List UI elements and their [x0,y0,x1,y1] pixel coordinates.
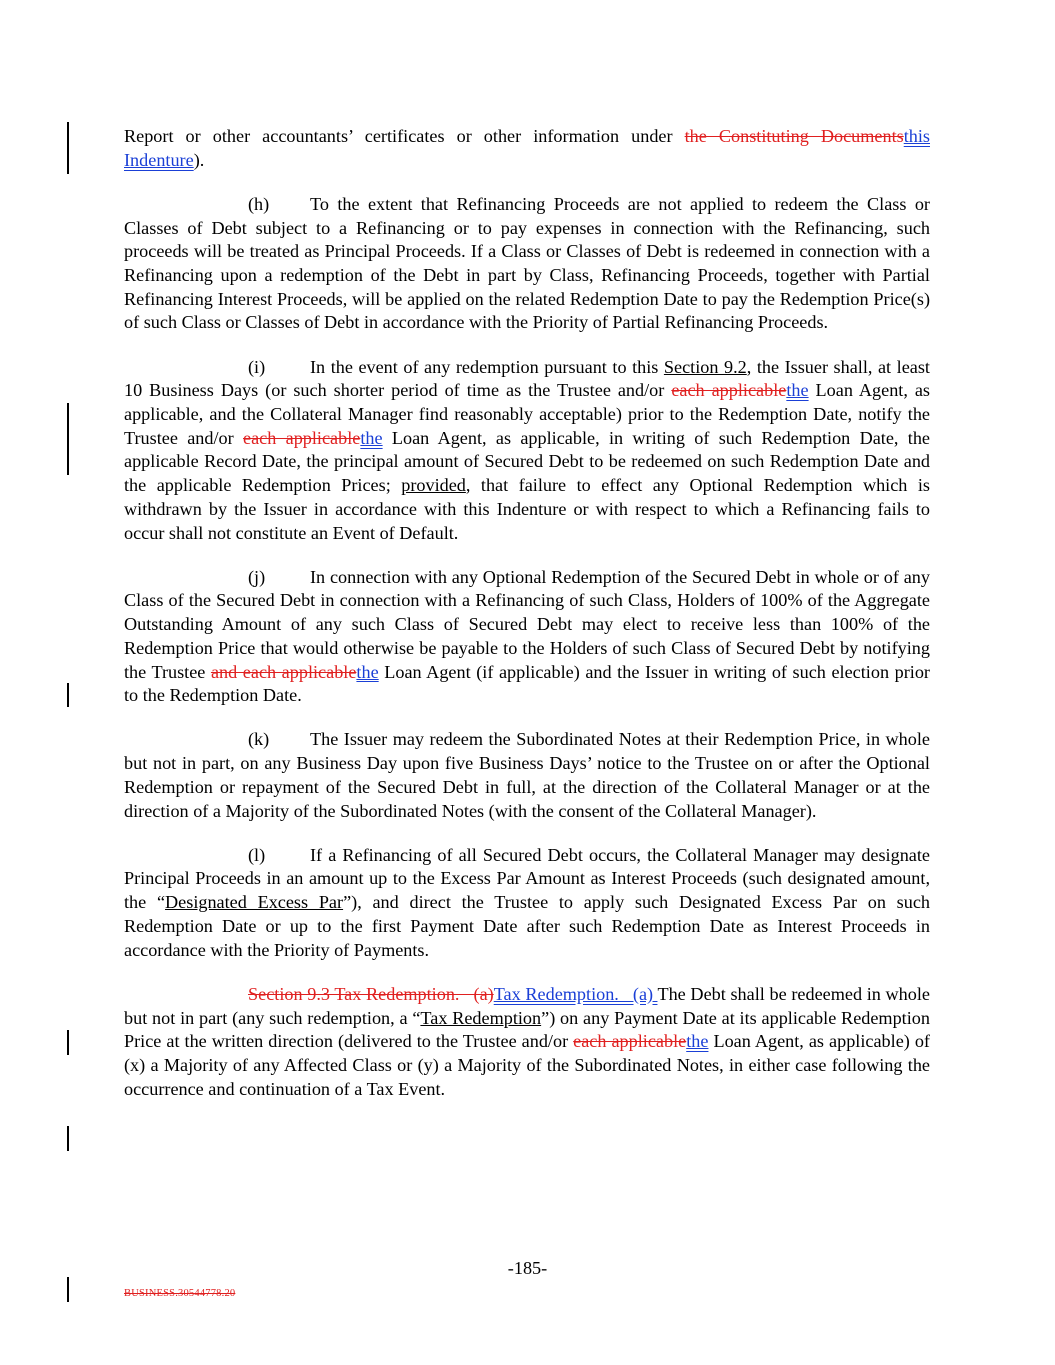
paragraph-k [124,728,930,823]
deleted-text: each applicable [573,1031,687,1052]
section-reference: Section 9.2 [663,356,747,377]
deleted-text: each applicable [671,380,787,401]
intro-text-end: ). [193,149,205,170]
deleted-text: and each applicable [210,661,357,682]
paragraph-text: Loan Agent, as applicable) of (x) a Majority of any Affected Class or (y) a Majority of the Subordinated Notes, in either case following the occurrence and continuation of a Tax Event. [124,1031,930,1099]
intro-paragraph [124,125,930,172]
change-bar [67,403,69,475]
defined-term: Designated Excess Par [165,892,344,913]
paragraph-text: ”) on any Payment Date at its applicable Redemption Price at the written direction (delivered to the Trustee and/or [124,1007,930,1052]
intro-text: Report or other accountants’ certificates or other information under [124,126,685,146]
paragraph-label: (h) [248,193,270,214]
paragraph-text: In connection with any Optional Redemption of the Secured Debt in whole or of any Class of the Secured Debt in connection with a Refinancing of such Class, Holders of 100% of the Aggregate Outstanding Amount of any such Class of Secured Debt may elect to receive less than 100% of the Redemption Price that would otherwise be payable to the Holders of such Class of Secured Debt by notifying the Trustee [124,566,930,682]
paragraph-text: To the extent that Refinancing Proceeds are not applied to redeem the Class or Classes of Debt subject to a Refinancing or to pay expenses in connection with the Refinancing, such proceeds will be treated as Principal Proceeds. If a Class or Classes of Debt is redeemed in connection with a Refinancing upon a redemption of the Debt in part by Class, Refinancing Proceeds, together with Partial Refinancing Interest Proceeds, will be applied on the related Redemption Date to pay the Redemption Price(s) of such Class or Classes of Debt in accordance with the Priority of Partial Refinancing Proceeds. [124,193,930,333]
paragraph-text: If a Refinancing of all Secured Debt occurs, the Collateral Manager may designate Principal Proceeds in an amount up to the Excess Par Amount as Interest Proceeds (such designated amount, the “ [124,844,930,913]
paragraph-text: , that failure to effect any Optional Redemption which is withdrawn by the Issuer in accordance with this Indenture or with respect to which a Refinancing fails to occur shall not constitute an Event of Default. [124,475,930,543]
paragraph-label: (i) [248,356,266,377]
inserted-text: the [786,380,809,401]
paragraph-text: The Debt shall be redeemed in whole but not in part (any such redemption, a “ [124,983,930,1028]
inserted-heading: Tax Redemption. (a) [493,983,658,1004]
paragraph-text: Loan Agent, as applicable, and the Collateral Manager find reasonably acceptable) prior to the Redemption Date, notify the Trustee and/or [124,380,931,448]
defined-term: Tax Redemption [420,1007,542,1028]
deleted-text: each applicable [243,427,361,448]
section-9-3-paragraph [124,983,930,1102]
inserted-text: the [356,661,379,682]
inserted-text: the [686,1031,709,1052]
paragraph-label: (k) [248,729,270,750]
document-id: BUSINESS.30544778.20 [124,1288,236,1299]
document-body [124,125,930,1122]
paragraph-text: Loan Agent (if applicable) and the Issuer in writing of such election prior to the Redemption Date. [124,661,930,706]
paragraph-label: (l) [248,844,266,865]
paragraph-l [124,844,930,963]
change-bar [67,1030,69,1055]
change-bar [67,1126,69,1151]
change-bar [67,122,69,174]
provided-term: provided [401,475,466,496]
change-bar [67,683,69,707]
change-bar [67,1277,69,1302]
paragraph-label: (j) [248,566,266,587]
page-number: -185- [507,1258,548,1278]
paragraph-text: , the Issuer shall, at least 10 Business Days (or such shorter period of time as the Trustee and/or [124,356,930,401]
paragraph-text: The Issuer may redeem the Subordinated Notes at their Redemption Price, in whole but not in part, on any Business Day upon five Business Days’ notice to the Trustee on or after the Optional Redemption or repayment of the Secured Debt in full, at the direction of the Collateral Manager or at the direction of a Majority of the Subordinated Notes (with the consent of the Collateral Manager). [124,729,930,821]
paragraph-h [124,193,930,335]
inserted-text: this Indenture [124,126,930,170]
paragraph-text: ”), and direct the Trustee to apply such Designated Excess Par on such Redemption Date or up to the first Payment Date after such Redemption Date as Interest Proceeds in accordance with the Priority of Payments. [124,892,930,960]
paragraph-i [124,356,930,546]
paragraph-text: In the event of any redemption pursuant to this [310,356,664,377]
paragraph-text: Loan Agent, as applicable, in writing of such Redemption Date, the applicable Record Date, the principal amount of Secured Debt to be redeemed on such Redemption Date and the applicable Redemption Prices; [124,427,930,496]
paragraph-j [124,566,930,708]
deleted-heading: Section 9.3 Tax Redemption. (a) [248,983,494,1004]
deleted-text: the Constituting Documents [684,126,904,146]
inserted-text: the [360,427,383,448]
